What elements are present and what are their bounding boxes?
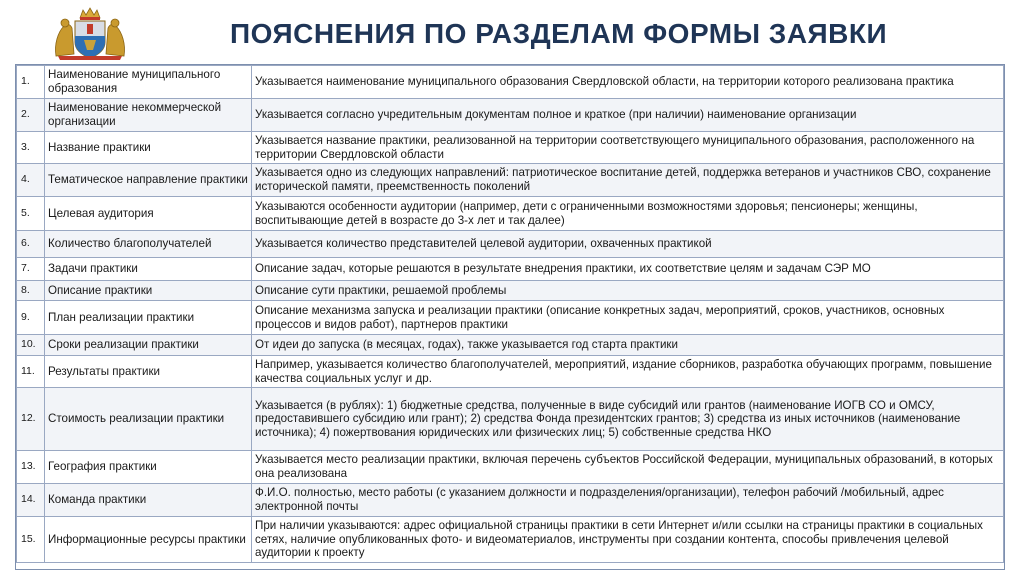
row-number: 8. <box>17 281 45 301</box>
section-name: Наименование муниципального образования <box>45 66 252 99</box>
section-name: Количество благополучателей <box>45 231 252 258</box>
row-number: 4. <box>17 164 45 197</box>
table-row <box>17 301 1004 335</box>
table-row <box>17 66 1004 99</box>
section-description: При наличии указываются: адрес официальной страницы практики в сети Интернет и/или ссылки на страницы практики в социальных сетях, наличие опубликованных фото- и видеоматериалов, инструменты при создании контента, способы привлечения целевой аудитории к проекту <box>252 517 1004 563</box>
section-name: Сроки реализации практики <box>45 335 252 356</box>
table-row <box>17 281 1004 301</box>
section-name: Результаты практики <box>45 356 252 388</box>
section-name: Целевая аудитория <box>45 197 252 231</box>
table-row <box>17 484 1004 517</box>
section-name: Информационные ресурсы практики <box>45 517 252 563</box>
section-description: Указывается количество представителей целевой аудитории, охваченных практикой <box>252 231 1004 258</box>
explanations-table-container <box>15 64 1005 570</box>
section-name: Тематическое направление практики <box>45 164 252 197</box>
table-row <box>17 388 1004 451</box>
row-number: 1. <box>17 66 45 99</box>
section-description: От идеи до запуска (в месяцах, годах), также указывается год старта практики <box>252 335 1004 356</box>
section-name: Наименование некоммерческой организации <box>45 99 252 132</box>
section-description: Ф.И.О. полностью, место работы (с указанием должности и подразделения/организации), телефон рабочий /мобильный, адрес электронной почты <box>252 484 1004 517</box>
section-name: Описание практики <box>45 281 252 301</box>
section-description: Описание механизма запуска и реализации практики (описание конкретных задач, мероприятий, сроков, участников, основных процессов и видов работ), партнеров практики <box>252 301 1004 335</box>
table-row <box>17 231 1004 258</box>
section-name: География практики <box>45 451 252 484</box>
row-number: 5. <box>17 197 45 231</box>
explanations-table <box>16 65 1004 563</box>
row-number: 15. <box>17 517 45 563</box>
section-description: Описание задач, которые решаются в результате внедрения практики, их соответствие целям и задачам СЭР МО <box>252 258 1004 281</box>
row-number: 11. <box>17 356 45 388</box>
table-row <box>17 356 1004 388</box>
sverdlovsk-coat-of-arms-icon <box>50 6 130 60</box>
table-row <box>17 517 1004 563</box>
row-number: 6. <box>17 231 45 258</box>
section-description: Указывается место реализации практики, включая перечень субъектов Российской Федерации, муниципальных образований, в которых она реализована <box>252 451 1004 484</box>
section-name: Стоимость реализации практики <box>45 388 252 451</box>
row-number: 2. <box>17 99 45 132</box>
row-number: 13. <box>17 451 45 484</box>
section-name: Задачи практики <box>45 258 252 281</box>
section-description: Указывается одно из следующих направлений: патриотическое воспитание детей, поддержка ветеранов и участников СВО, сохранение исторической памяти, преемственность поколений <box>252 164 1004 197</box>
table-row <box>17 132 1004 164</box>
table-row <box>17 258 1004 281</box>
row-number: 10. <box>17 335 45 356</box>
section-description: Указывается наименование муниципального образования Свердловской области, на территории которого реализована практика <box>252 66 1004 99</box>
section-name: Команда практики <box>45 484 252 517</box>
table-row <box>17 99 1004 132</box>
page-title: ПОЯСНЕНИЯ ПО РАЗДЕЛАМ ФОРМЫ ЗАЯВКИ <box>230 18 888 49</box>
row-number: 9. <box>17 301 45 335</box>
row-number: 3. <box>17 132 45 164</box>
header <box>0 0 1024 62</box>
section-description: Указывается название практики, реализованной на территории соответствующего муниципального образования, расположенного на территории Свердловской области <box>252 132 1004 164</box>
table-row <box>17 197 1004 231</box>
section-description: Например, указывается количество благополучателей, мероприятий, издание сборников, разработка обучающих программ, повышение качества социальных услуг и др. <box>252 356 1004 388</box>
table-row <box>17 335 1004 356</box>
section-description: Указывается (в рублях): 1) бюджетные средства, полученные в виде субсидий или грантов (наименование ИОГВ СО и ОМСУ, предоставившего субсидию или грант); 2) средства Фонда президентских грантов; 3) средства из иных источников (наименование источника); 4) пожертвования юридических или физических лиц; 5) собственные средства НКО <box>252 388 1004 451</box>
section-name: Название практики <box>45 132 252 164</box>
section-description: Указывается согласно учредительным документам полное и краткое (при наличии) наименование организации <box>252 99 1004 132</box>
table-row <box>17 451 1004 484</box>
section-description: Указываются особенности аудитории (например, дети с ограниченными возможностями здоровья; пенсионеры; женщины, воспитывающие детей в возрасте до 3-х лет и так далее) <box>252 197 1004 231</box>
section-description: Описание сути практики, решаемой проблемы <box>252 281 1004 301</box>
row-number: 7. <box>17 258 45 281</box>
row-number: 12. <box>17 388 45 451</box>
table-row <box>17 164 1004 197</box>
section-name: План реализации практики <box>45 301 252 335</box>
row-number: 14. <box>17 484 45 517</box>
